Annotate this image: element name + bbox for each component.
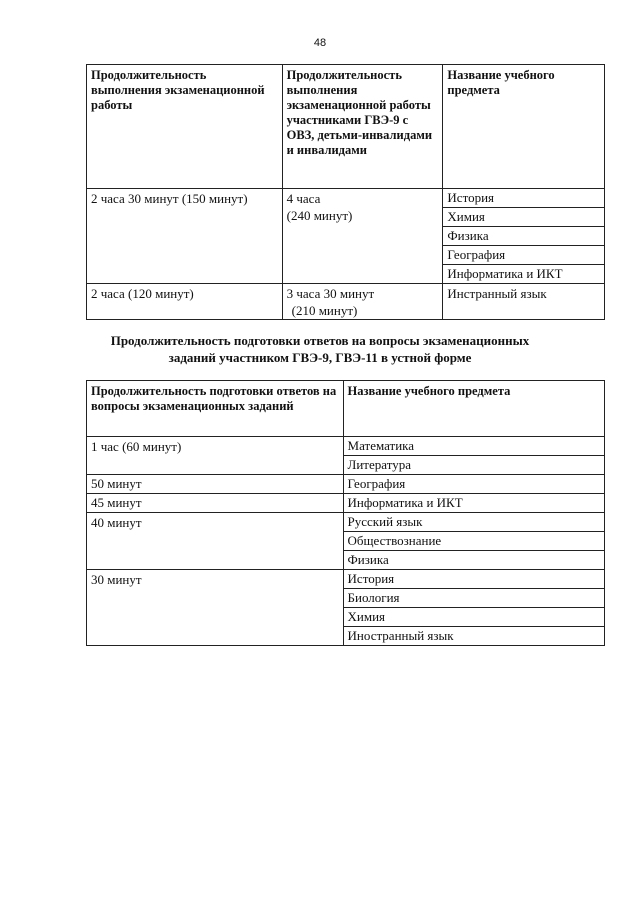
table-header-row [87,381,605,437]
subject-cell: Литература [343,456,604,475]
duration-ovz-line2: (240 минут) [286,208,353,223]
subject-cell: Биология [343,589,604,608]
section-title [60,332,580,366]
subject-cell: Физика [443,227,605,246]
oral-preparation-table [86,380,605,646]
duration-cell: 1 час (60 минут) [87,437,344,475]
table-row [87,189,605,208]
subject-cell: История [343,570,604,589]
duration-cell: 40 минут [87,513,344,570]
subject-cell: Физика [343,551,604,570]
duration-ovz-line1: 3 часа 30 минут [286,286,375,301]
table-row [87,475,605,494]
table-row [87,437,605,456]
table-row [87,513,605,532]
exam-duration-table [86,64,605,320]
page-number: 48 [313,37,327,49]
duration-ovz-cell [282,189,443,284]
duration-ovz-cell [282,284,443,320]
duration-cell: 30 минут [87,570,344,646]
header-duration: Продолжительность выполнения экзаменационной работы [87,65,283,189]
duration-text: 2 часа 30 минут (150 минут) [91,191,248,206]
subject-cell: География [343,475,604,494]
duration-ovz-line1: 4 часа [286,191,321,206]
header-subject: Название учебного предмета [443,65,605,189]
table-row [87,494,605,513]
table-row [87,570,605,589]
header-subject: Название учебного предмета [343,381,604,437]
duration-cell [87,189,283,284]
duration-cell: 2 часа (120 минут) [87,284,283,320]
subject-cell: История [443,189,605,208]
duration-cell: 45 минут [87,494,344,513]
subject-cell: Инстранный язык [443,284,605,320]
subject-cell: Иностранный язык [343,627,604,646]
subject-cell: Математика [343,437,604,456]
subject-cell: Информатика и ИКТ [443,265,605,284]
header-duration-ovz: Продолжительность выполнения экзаменационной работы участниками ГВЭ-9 с ОВЗ, детьми-инвалидами и инвалидами [282,65,443,189]
subject-cell: Обществознание [343,532,604,551]
table-row [87,284,605,320]
subject-cell: Русский язык [343,513,604,532]
duration-ovz-line2: (210 минут) [291,303,358,318]
subject-cell: География [443,246,605,265]
header-preparation-duration: Продолжительность подготовки ответов на вопросы экзаменационных заданий [87,381,344,437]
section-title-line2: заданий участником ГВЭ-9, ГВЭ-11 в устной форме [168,350,472,365]
subject-cell: Химия [443,208,605,227]
duration-cell: 50 минут [87,475,344,494]
subject-cell: Химия [343,608,604,627]
subject-cell: Информатика и ИКТ [343,494,604,513]
section-title-line1: Продолжительность подготовки ответов на вопросы экзаменационных [110,333,530,348]
table-header-row [87,65,605,189]
